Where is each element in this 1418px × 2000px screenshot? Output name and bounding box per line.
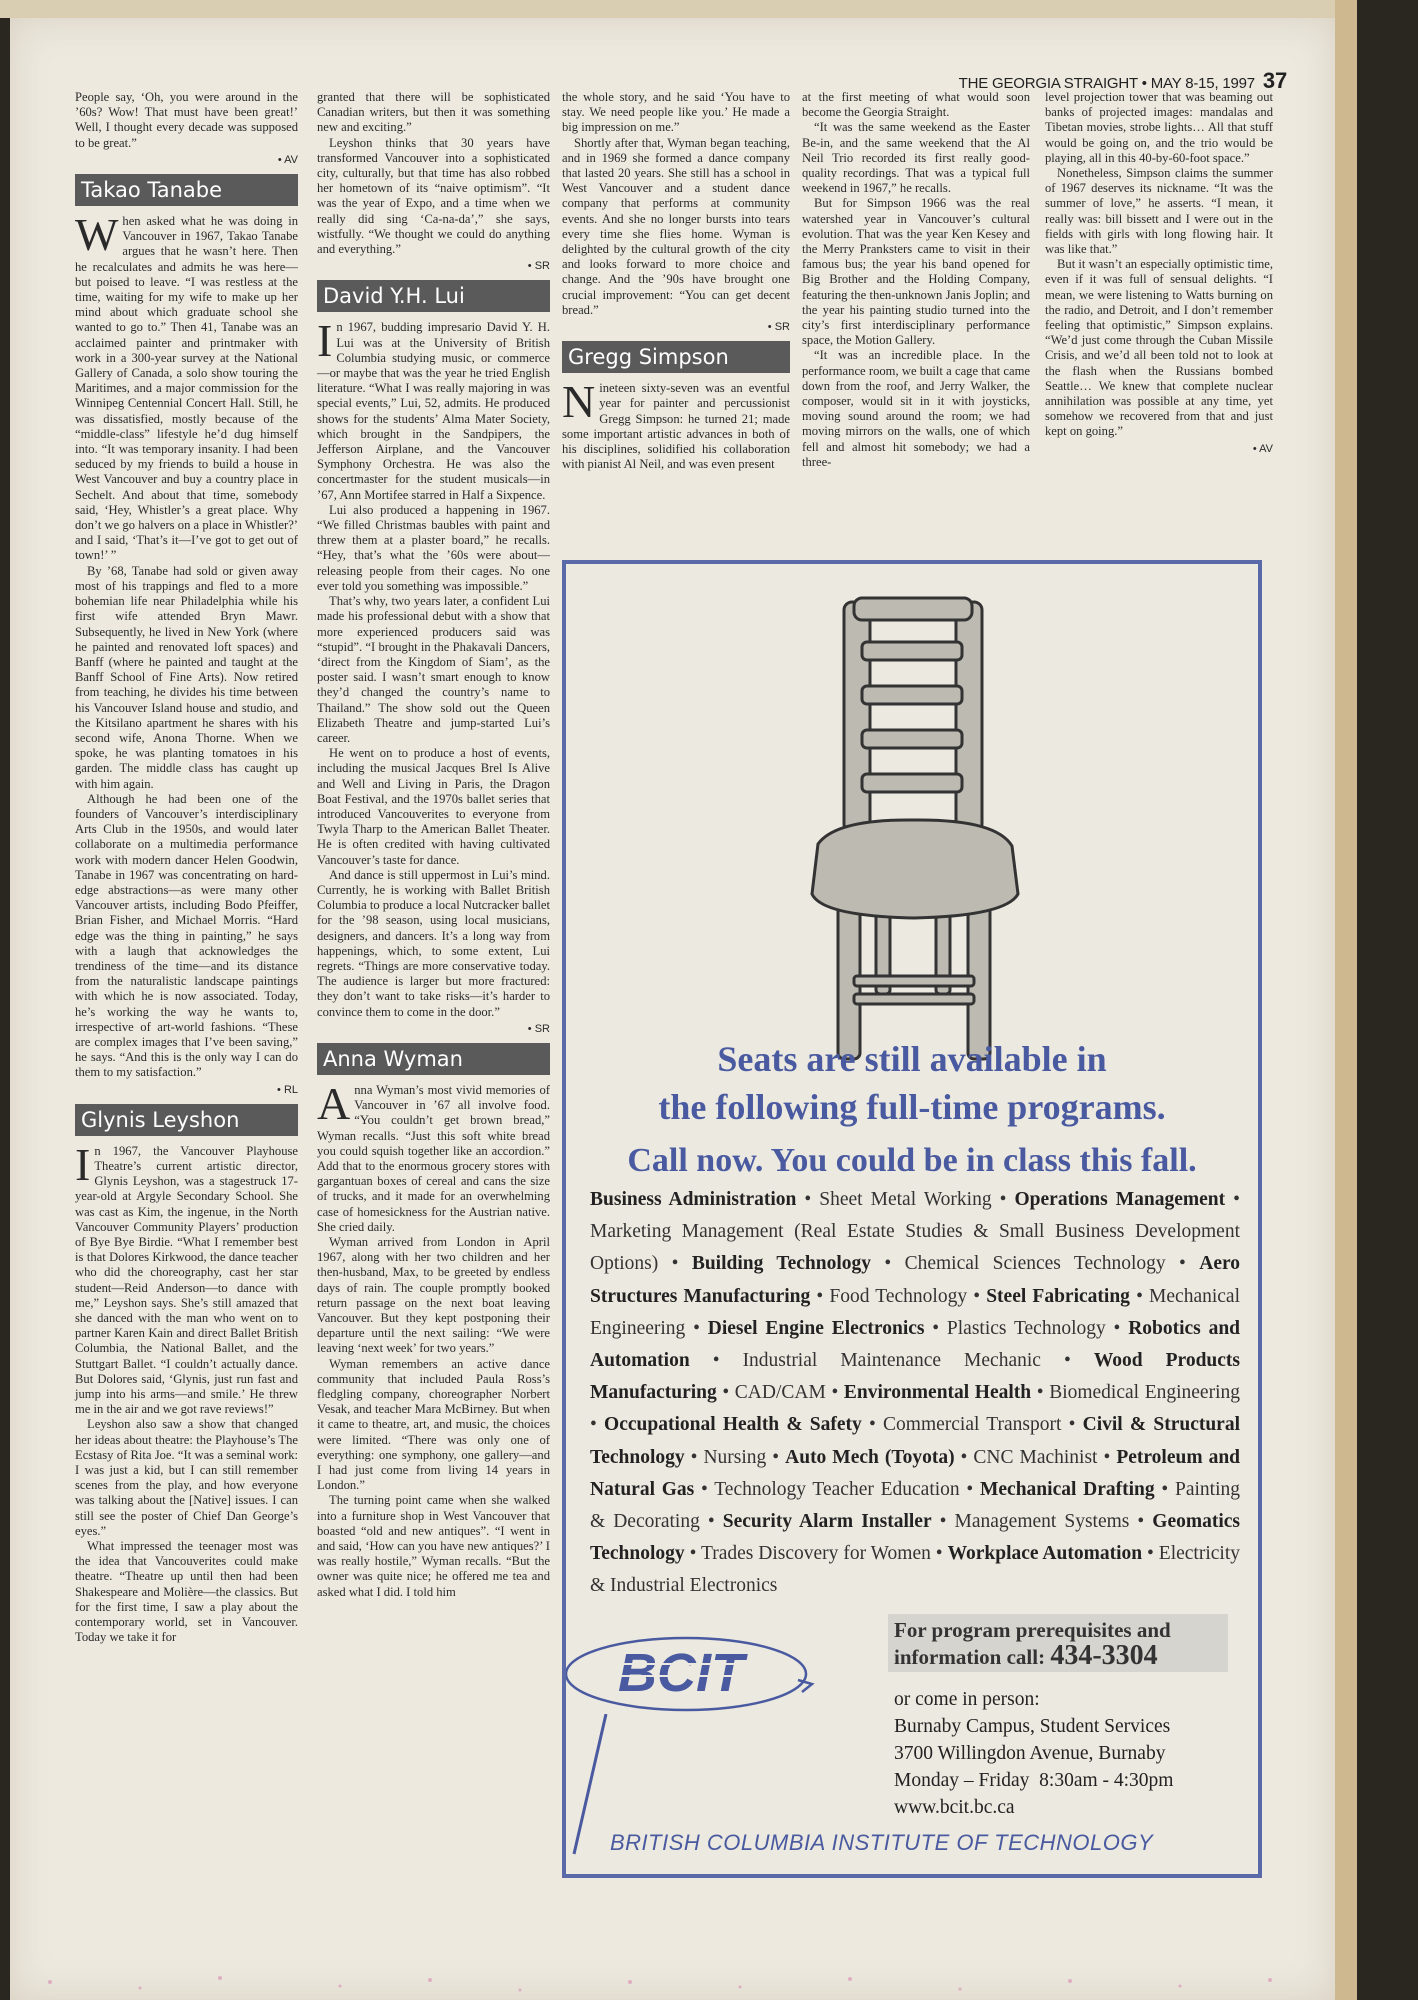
paragraph: Nonetheless, Simpson claims the summer of 1967 deserves its nickname. “It was the summer of love,” he asserts. “I mean, it really was: bill bissett and I were out in the fields with girls with long flowing hair. It was like that.” [1045,166,1273,257]
program-item: Wood Products Manufacturing [590,1350,1241,1404]
program-separator: • [1061,1414,1083,1436]
program-item: Steel Fabricating [986,1285,1130,1307]
info-box [888,1614,1228,1672]
program-item: Workplace Automation [947,1543,1143,1565]
paragraph: n 1967, budding impresario David Y. H. Lui was at the University of British Columbia studying music, or commerce—or maybe that was the year he tried English literature. “What I was really majoring in was special events,” Lui, 52, admits. He produced shows for the students’ Alma Mater Society, which brought in the Sandpipers, the Jefferson Airplane, and the Vancouver Symphony Orchestra. He was also the concertmaster for the student musicals—in ’67, Ann Mortifee starred in Half a Sixpence. [317,320,550,502]
section-title-tanabe: Takao Tanabe [75,174,298,206]
program-separator: • [1031,1382,1050,1404]
program-item: Business Administration [590,1189,797,1210]
program-separator: • [954,1446,974,1468]
program-item: Commercial Transport [883,1414,1062,1436]
intro-paragraph: People say, ‘Oh, you were around in the ’60s? Wow! That must have been great!’ Well, I thought every decade was supposed to be great.” [75,90,298,150]
paragraph: Wyman remembers an active dance community that included Paula Ross’s fledgling company, choreographer Norbert Vesak, and teacher Mara McBirney. But when it came to theatre, art, and music, the choices were limited. “There was only one of everything: one symphony, one gallery—and I had just come from living 14 years in London.” [317,1356,550,1493]
bcit-logo-text: BCIT [618,1643,744,1703]
column-2 [317,90,550,1600]
paragraph: “It was the same weekend as the Easter Be-in, and the same weekend that the Al Neil Trio recorded its first really good-quality recordings. That was a typical full weekend in 1967,” he recalls. [802,120,1030,196]
program-separator: • [685,1317,708,1339]
paragraph: The turning point came when she walked into a furniture shop in West Vancouver that boasted “old and new antiques”. “I went in and said, ‘How can you have new antiques?’ I was really hostile,” Wyman recalls. “But the owner was quite nice; he offered me tea and asked what I did. I told him [317,1493,550,1599]
program-separator: • [684,1543,701,1565]
program-item: Biomedical Engineering [1049,1382,1240,1404]
program-item: Building Technology [691,1253,872,1275]
paragraph: Although he had been one of the founders of Vancouver’s interdisciplinary Arts Club in the 1950s, and would later collaborate on a multimedia performance work with modern dancer Helen Goodwin, Tanabe in 1967 was concentrating on hard-edge abstractions—as were many other Vancouver artists, including Bodo Pfeiffer, Brian Fisher, and Michael Morris. “Hard edge was the thing in painting,” he says with a laugh that acknowledges the trendiness of the time—and its distance from the naturalistic landscape paintings with which he is now associated. Today, he’s working the way he wants to, irrespective of art-world fashions. “These are complex images that I’ve been saving,” he says. “And this is the only way I can do them to my satisfaction.” [75,791,298,1080]
program-separator: • [1105,1317,1129,1339]
program-item: Operations Management [1014,1189,1226,1210]
program-separator: • [871,1253,905,1275]
program-separator: • [1040,1350,1094,1372]
paragraph: “It was an incredible place. In the performance room, we built a cage that came down from the roof, and Jerry Walker, the composer, would sit in it with joysticks, moving sound around the room; we had moving mirrors on the walls, one of which fell and almost hit somebody; we had a three- [802,348,1030,469]
bcit-advertisement [562,560,1262,1878]
paragraph: He went on to produce a host of events, including the musical Jacques Brel Is Alive and Well and Living in Paris, the Dragon Boat Festival, and the 1970s ballet series that introduced Vancouverites to everyone from Twyla Tharp to the American Ballet Theater. He is often credited with having cultivated Vancouver’s taste for dance. [317,746,550,867]
masthead: THE GEORGIA STRAIGHT [958,75,1138,92]
program-item: Geomatics Technology [590,1511,1241,1565]
drop-cap: I [317,315,333,367]
info-line-1: For program prerequisites and [894,1618,1171,1642]
program-item: Electricity & Industrial Electronics [590,1543,1241,1597]
program-separator: • [796,1189,820,1210]
paragraph: Shortly after that, Wyman began teaching, and in 1969 she formed a dance company that lasted 20 years. She still has a school in West Vancouver and a student dance company that performs at community events. And she no longer bursts into tears every time she flies home. Wyman is delighted by the cultural growth of the city and looks forward to more choice and change. And the ’90s have brought one crucial improvement: “You can get decent bread.” [562,135,790,317]
byline: • AV [1252,442,1273,455]
program-item: Painting & Decorating [590,1478,1240,1533]
paragraph: Leyshon thinks that 30 years have transformed Vancouver into a sophisticated city, culturally, but that time has also robbed her hometown of its “naive optimism”. “It was the year of Expo, and a time when we really did sing ‘Ca-na-da’,” she says, wistfully. “We thought we could do anything and everything.” [317,135,550,257]
byline: • SR [527,260,550,273]
page-bottom-speckle [10,1970,1335,2000]
program-separator: • [1097,1446,1117,1468]
program-item: Environmental Health [843,1382,1032,1404]
ad-headline-3: Call now. You could be in class this fall. [627,1142,1197,1179]
paragraph: n 1967, the Vancouver Playhouse Theatre’s current artistic director, Glynis Leyshon, was a stagestruck 17-year-old at Argyle Secondary School. She was cast as Kim, the ingenue, in the North Vancouver Community Players’ production of Bye Bye Birdie. “What I remember best is that Dolores Kirkwood, the dance teacher who did the choreography, cast her star student—Reid Anderson—to dance with me,” Leyshon says. She’s still amazed that she danced with the man who went on to partner Karen Kain and direct Ballet British Columbia, the National Ballet, and the Stuttgart Ballet. “I couldn’t actually dance. But Dolores said, ‘Glynis, just run fast and jump into his arms—and smile.’ He threw me in the air and we got rave reviews!” [75,1143,298,1417]
byline: • SR [527,1022,550,1035]
program-separator: • [590,1414,605,1436]
paragraph: And dance is still uppermost in Lui’s mind. Currently, he is working with Ballet British Columbia to produce a local Nutcracker ballet for the ’98 season, using local musicians, designers, and dancers. It’s a long way from happenings, which, to some extent, Lui regrets. “Things are more conservative today. The audience is larger but more fractured: they don’t want to take risks—it’s harder to convince them to come in the door.” [317,867,550,1019]
program-separator: • [930,1543,948,1565]
program-separator: • [861,1414,884,1436]
paragraph: But it wasn’t an especially optimistic time, even if it was full of sensual delights. “I mean, we were listening to Watts burning on the radio, and Detroit, and I don’t remember feeling that optimistic,” Simpson explains. “We’d just come through the Cuban Missile Crisis, and we’d all been told not to look at the flash when the Russians bombed Seattle… We knew that complete nuclear annihilation was possible at any time, yet somehow we recovered from that and just kept on going.” [1045,257,1273,439]
column-4 [802,90,1030,470]
website-link[interactable]: www.bcit.bc.ca [894,1797,1015,1818]
drop-cap: A [317,1077,351,1129]
program-item: Aero Structures Manufacturing [590,1253,1241,1307]
drop-cap: W [75,209,119,261]
program-separator: • [658,1253,692,1275]
program-item: Nursing [703,1446,767,1468]
program-item: Diesel Engine Electronics [707,1317,925,1339]
address-line: 3700 Willingdon Avenue, Burnaby [894,1743,1166,1764]
paragraph: By ’68, Tanabe had sold or given away most of his trappings and fled to a more bohemian life near Philadelphia while his first wife attended Bryn Mawr. Subsequently, he lived in New York (where he painted and renovated loft spaces) and Banff (where he painted and taught at the Banff School of Fine Arts). Now retired from teaching, he divides his time between his Vancouver Island house and studio, and the Kitsilano apartment he shares with his second wife, Anona Thorne. When we spoke, he was planting tomatoes in his garden. The middle class has caught up with him again. [75,563,298,791]
page-header: THE GEORGIA STRAIGHT • MAY 8-15, 1997 37 [958,68,1287,93]
drop-cap: I [75,1138,91,1190]
contact-details [894,1686,1173,1821]
program-item: Industrial Maintenance Mechanic [742,1350,1041,1372]
paragraph: level projection tower that was beaming out banks of projected images: mandalas and Tibetan movies, strobe lights… All that stuff would be going on, and the trio would be playing, all in this 40-by-60-foot space.” [1045,90,1273,165]
program-item: Mechanical Drafting [980,1478,1155,1500]
program-item: CNC Machinist [973,1446,1098,1468]
program-separator: • [967,1285,987,1307]
inperson-line: or come in person: [894,1689,1040,1710]
program-list [590,1184,1240,1603]
paragraph: ineteen sixty-seven was an eventful year for painter and percussionist Gregg Simpson: he turned 21; made some important artistic advances in both of his disciplines, solidified his collaboration with pianist Al Neil, and was even present [562,381,790,472]
drop-cap: N [562,376,596,428]
column-3 [562,90,790,472]
paragraph: nna Wyman’s most vivid memories of Vancouver in ’67 all involve food. “You couldn’t get brown bread,” Wyman recalls. “Just this soft white bread you could squish together like an accordion.” Add that to the enormous grocery stores with gargantuan boxes of cereal and cans the size of trucks, and it made for an overwhelming case of homesickness for the Austrian native. She cried daily. [317,1082,550,1234]
paragraph: hen asked what he was doing in Vancouver in 1967, Takao Tanabe argues that he wasn’t here. Then he recalculates and admits he was here—but poised to leave. “I was restless at the time, waiting for my wife to make up her mind about which graduate school she wanted to go to.” Then 41, Tanabe was an acclaimed painter and printmaker with work in a 300-year survey at the National Gallery of Canada, a solo show touring the Maritimes, and a major commission for the Winnipeg Centennial Concert Hall. Still, he was dissatisfied, mostly because of the “middle-class” lifestyle he’d dug himself into. “It was temporary insanity. I had been seduced by my friends to build a house in West Vancouver and buy a country place in Sechelt. And about that time, somebody said, ‘Hey, Whistler’s a great place. Why don’t we go halvers on a place in Whistler?’ and I said, ‘That’s it—I’ve got to get out of town!’ ” [75,214,298,563]
program-item: Civil & Structural Technology [590,1414,1241,1468]
program-item: Plastics Technology [946,1317,1106,1339]
page-number: 37 [1262,68,1287,93]
paragraph: Leyshon also saw a show that changed her ideas about theatre: the Playhouse’s The Ecstasy of Rita Joe. “It was a seminal work: I was just a kid, but I can still remember scenes from the play, and how everyone was talking about the [Native] issues. I can still see the poster of Chief Dan George’s eyes.” [75,1417,298,1538]
program-separator: • [689,1350,743,1372]
program-item: Petroleum and Natural Gas [590,1446,1241,1500]
program-item: Security Alarm Installer [722,1511,932,1533]
program-item: Occupational Health & Safety [604,1414,862,1436]
paragraph: Lui also produced a happening in 1967. “We filled Christmas baubles with paint and threw them at a plaster board,” he recalls. “Hey, that’s what the ’60s were about—releasing people from their cages. No one ever told you something was impossible.” [317,502,550,593]
program-separator: • [1225,1189,1240,1210]
newspaper-page [10,18,1335,2000]
byline: • AV [277,153,298,166]
campus-line: Burnaby Campus, Student Services [894,1716,1171,1737]
section-title-lui: David Y.H. Lui [317,280,550,312]
chair-illustration [806,594,1026,1064]
column-1 [75,90,298,1646]
program-item: Trades Discovery for Women [700,1543,931,1565]
program-item: Technology Teacher Education [714,1478,960,1500]
byline: • SR [767,321,790,334]
program-separator: • [766,1446,786,1468]
page-edge [1335,0,1357,2000]
column-5 [1045,90,1273,463]
program-separator: • [991,1189,1015,1210]
issue-date: MAY 8-15, 1997 [1150,75,1255,92]
section-title-leyshon: Glynis Leyshon [75,1104,298,1136]
page-top-strip [0,0,1335,18]
hours-line: Monday – Friday 8:30am - 4:30pm [894,1770,1174,1791]
paragraph: What impressed the teenager most was the idea that Vancouverites could make theatre. “Theatre up until then had been Shakespeare and Molière—the classics. But for the first time, I saw a play about the contemporary world, set in Vancouver. Today we take it for [75,1539,298,1645]
program-separator: • [1129,1285,1150,1307]
program-item: Chemical Sciences Technology [904,1253,1166,1275]
program-separator: • [716,1382,735,1404]
program-item: Management Systems [954,1511,1130,1533]
paragraph: That’s why, two years later, a confident Lui made his professional debut with a show that more experienced producers said was “stupid”. “I brought in the Phakavali Dancers, ‘direct from the Kingdom of Siam’, as the poster said. I wasn’t smart enough to know they’d changed the country’s name to Thailand.” The show sold out the Queen Elizabeth Theatre and jump-started Lui’s career. [317,594,550,745]
program-separator: • [1142,1543,1159,1565]
program-separator: • [931,1511,955,1533]
program-separator: • [959,1478,980,1500]
program-separator: • [1165,1253,1200,1275]
program-item: Sheet Metal Working [819,1189,992,1210]
program-separator: • [699,1511,723,1533]
institute-name: BRITISH COLUMBIA INSTITUTE OF TECHNOLOGY [610,1830,1154,1855]
paragraph: Wyman arrived from London in April 1967, along with her two children and her then-husband, Max, to be greeted by endless days of rain. The couple promptly booked return passage on the next boat leaving Vancouver. But they kept postponing their departure until the next sailing: “We were leaving ‘next week’ for two years.” [317,1235,550,1356]
program-item: Marketing Management (Real Estate Studies & Small Business Development Options) [590,1221,1240,1275]
paragraph: the whole story, and he said ‘You have to stay. We need people like you.’ He made a big impression on me.” [562,90,790,135]
section-title-simpson: Gregg Simpson [562,341,790,373]
program-separator: • [694,1478,715,1500]
info-line-2: information call: [894,1645,1046,1669]
program-item: Auto Mech (Toyota) [785,1446,955,1468]
section-title-wyman: Anna Wyman [317,1043,550,1075]
byline: • RL [277,1083,298,1096]
program-item: CAD/CAM [734,1382,826,1404]
program-separator: • [810,1285,830,1307]
phone-number[interactable]: 434-3304 [1050,1640,1158,1671]
program-item: Robotics and Automation [590,1317,1241,1372]
program-separator: • [1129,1511,1153,1533]
paragraph: But for Simpson 1966 was the real watershed year in Vancouver’s cultural evolution. That was the year Ken Kesey and the Merry Pranksters came to visit in their famous bus; the year his band opened for Big Brother and the Holding Company, featuring the then-unknown Janis Joplin; and the year his painting studio turned into the city’s first interdisciplinary performance space, the Motion Gallery. [802,196,1030,348]
program-separator: • [825,1382,844,1404]
program-item: Mechanical Engineering [590,1285,1240,1339]
paragraph: at the first meeting of what would soon become the Georgia Straight. [802,90,1030,120]
ad-headline-1: Seats are still available in [717,1039,1107,1079]
program-item: Food Technology [829,1285,968,1307]
program-separator: • [1154,1478,1175,1500]
paragraph: granted that there will be sophisticated Canadian writers, but then it was something new and exciting.” [317,90,550,135]
program-separator: • [684,1446,704,1468]
ad-headline-2: the following full-time programs. [658,1087,1166,1127]
program-separator: • [924,1317,947,1339]
